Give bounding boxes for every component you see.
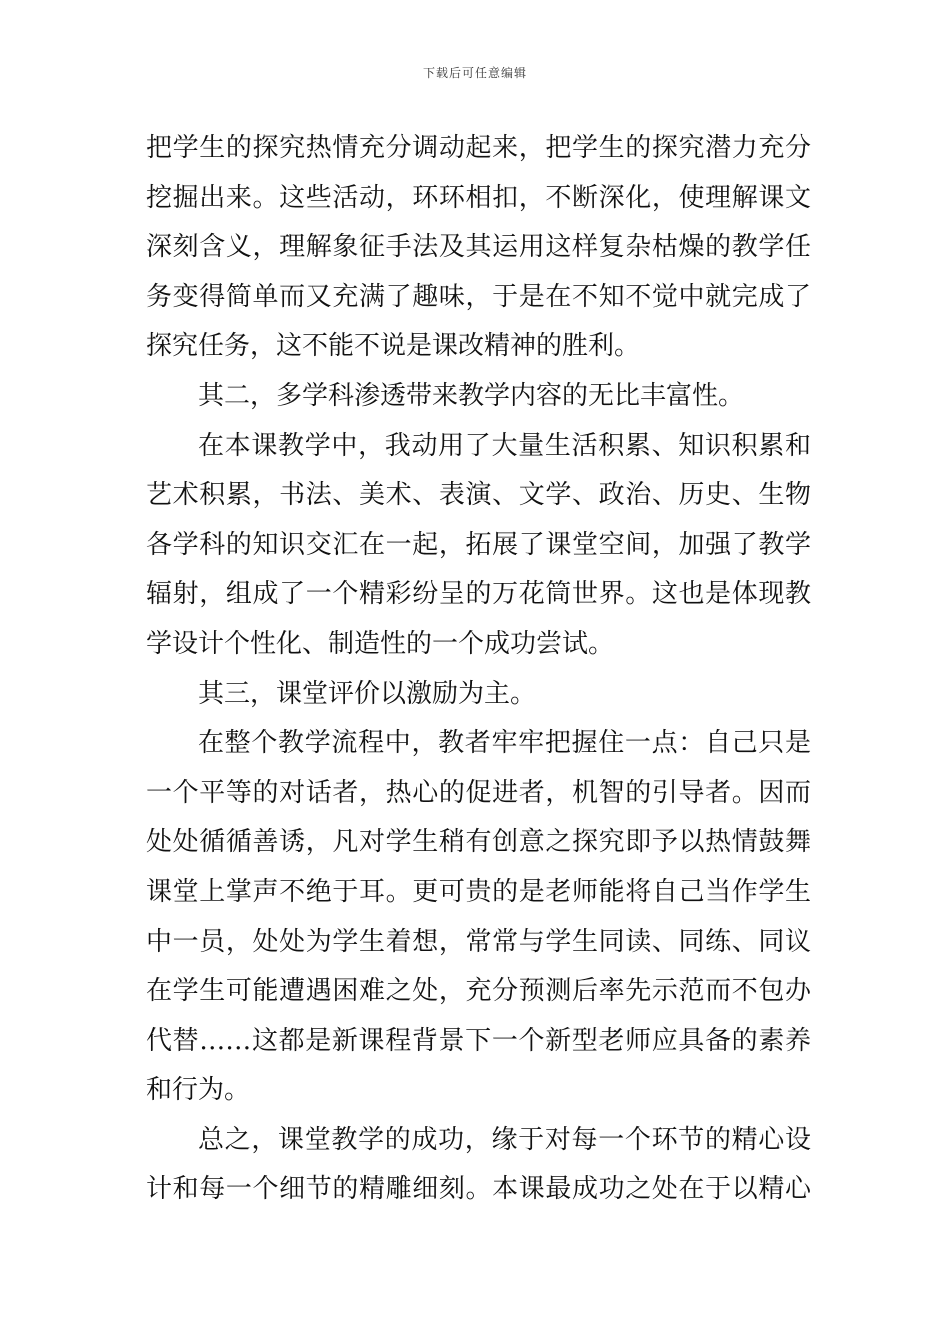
- text-line: 处处循循善诱，凡对学生稍有创意之探究即予以热情鼓舞: [146, 827, 811, 858]
- text-line: 探究任务，这不能不说是课改精神的胜利。: [146, 331, 641, 362]
- text-line: 中一员，处处为学生着想，常常与学生同读、同练、同议: [146, 926, 811, 957]
- text-line: 在本课教学中，我动用了大量生活积累、知识积累和: [198, 430, 811, 461]
- text-line: 总之，课堂教学的成功，缘于对每一个环节的精心设: [198, 1124, 811, 1155]
- text-line: 其二，多学科渗透带来教学内容的无比丰富性。: [198, 380, 745, 411]
- text-line: 一个平等的对话者，热心的促进者，机智的引导者。因而: [146, 777, 811, 808]
- text-line: 艺术积累，书法、美术、表演、文学、政治、历史、生物: [146, 480, 811, 511]
- text-line: 其三，课堂评价以激励为主。: [198, 678, 537, 709]
- text-line: 代替……这都是新课程背景下一个新型老师应具备的素养: [146, 1025, 811, 1056]
- text-line: 辐射，组成了一个精彩纷呈的万花筒世界。这也是体现教: [146, 579, 811, 610]
- text-line: 课堂上掌声不绝于耳。更可贵的是老师能将自己当作学生: [146, 876, 811, 907]
- text-line: 把学生的探究热情充分调动起来，把学生的探究潜力充分: [146, 133, 811, 163]
- text-line: 挖掘出来。这些活动，环环相扣，不断深化，使理解课文: [146, 182, 811, 213]
- text-line: 务变得简单而又充满了趣味，于是在不知不觉中就完成了: [146, 281, 811, 312]
- text-line: 在整个教学流程中，教者牢牢把握住一点：自己只是: [198, 728, 811, 759]
- page-header: 下载后可任意编辑: [422, 66, 527, 80]
- document-body: [146, 124, 811, 1215]
- text-line: 学设计个性化、制造性的一个成功尝试。: [146, 628, 615, 659]
- text-line: 各学科的知识交汇在一起，拓展了课堂空间，加强了教学: [146, 529, 811, 560]
- text-line: 和行为。: [146, 1075, 251, 1106]
- text-line: 深刻含义，理解象征手法及其运用这样复杂枯燥的教学任: [146, 232, 811, 263]
- text-line: 计和每一个细节的精雕细刻。本课最成功之处在于以精心: [146, 1174, 811, 1205]
- text-line: 在学生可能遭遇困难之处，充分预测后率先示范而不包办: [146, 976, 811, 1007]
